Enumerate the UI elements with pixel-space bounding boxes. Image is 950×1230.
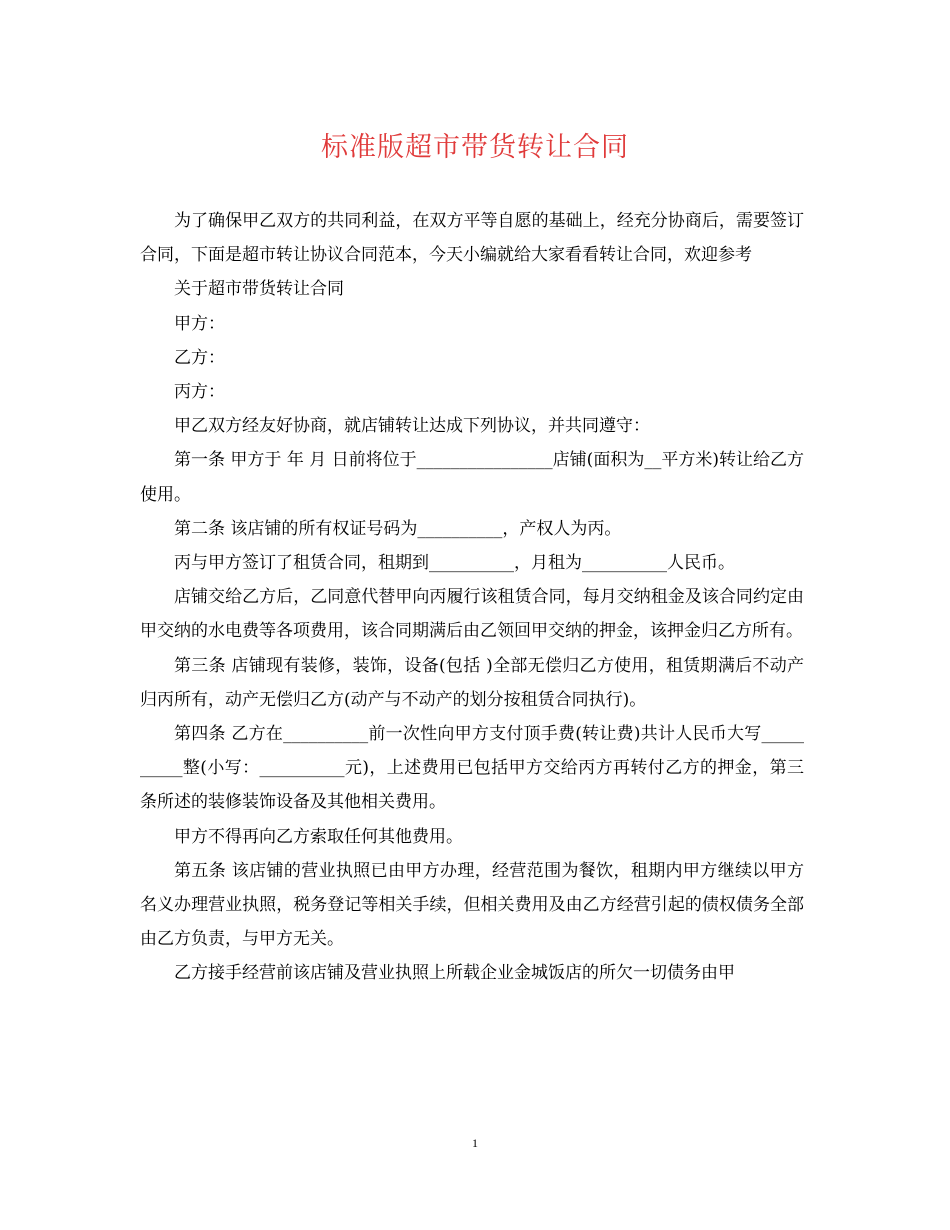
paragraph-no-other-fees: 甲方不得再向乙方索取任何其他费用。 <box>174 826 463 847</box>
paragraph-lease: 丙与甲方签订了租赁合同，租期到__________，月租为__________人民币。 <box>174 553 735 574</box>
paragraph-heading: 关于超市带货转让合同 <box>174 279 344 300</box>
article-2: 第二条 该店铺的所有权证号码为__________，产权人为丙。 <box>174 518 622 539</box>
article-5: 第五条 该店铺的营业执照已由甲方办理，经营范围为餐饮，租期内甲方继续以甲方名义办理营业执照，税务登记等相关手续，但相关费用及由乙方经营引起的债权债务全部由乙方负责，与甲方无关。 <box>140 860 804 950</box>
party-b-line: 乙方： <box>174 347 225 368</box>
article-4: 第四条 乙方在__________前一次性向甲方支付顶手费(转让费)共计人民币大写__________整(小写：__________元)，上述费用已包括甲方交给丙方再转付乙方的押金，第三条所述的装修装饰设备及其他相关费用。 <box>140 724 804 813</box>
paragraph-handover: 店铺交给乙方后，乙同意代替甲向丙履行该租赁合同，每月交纳租金及该合同约定由甲交纳的水电费等各项费用，该合同期满后由乙领回甲交纳的押金，该押金归乙方所有。 <box>140 587 804 642</box>
document-title: 标准版超市带货转让合同 <box>321 132 629 163</box>
article-3: 第三条 店铺现有装修，装饰，设备(包括 )全部无偿归乙方使用，租赁期满后不动产归丙所有，动产无偿归乙方(动产与不动产的划分按租赁合同执行)。 <box>140 655 804 710</box>
paragraph-intro: 为了确保甲乙双方的共同利益，在双方平等自愿的基础上，经充分协商后，需要签订合同，下面是超市转让协议合同范本，今天小编就给大家看看转让合同，欢迎参考 <box>140 211 804 266</box>
paragraph-agreement: 甲乙双方经友好协商，就店铺转让达成下列协议，并共同遵守： <box>174 416 650 437</box>
paragraph-debts: 乙方接手经营前该店铺及营业执照上所载企业金城饭店的所欠一切债务由甲 <box>174 963 735 984</box>
document-body <box>140 204 804 991</box>
party-a-line: 甲方： <box>174 313 225 334</box>
page-number: 1 <box>472 1136 478 1150</box>
party-c-line: 丙方： <box>174 382 225 403</box>
article-1: 第一条 甲方于 年 月 日前将位于________________店铺(面积为__平方米)转让给乙方使用。 <box>140 450 804 505</box>
